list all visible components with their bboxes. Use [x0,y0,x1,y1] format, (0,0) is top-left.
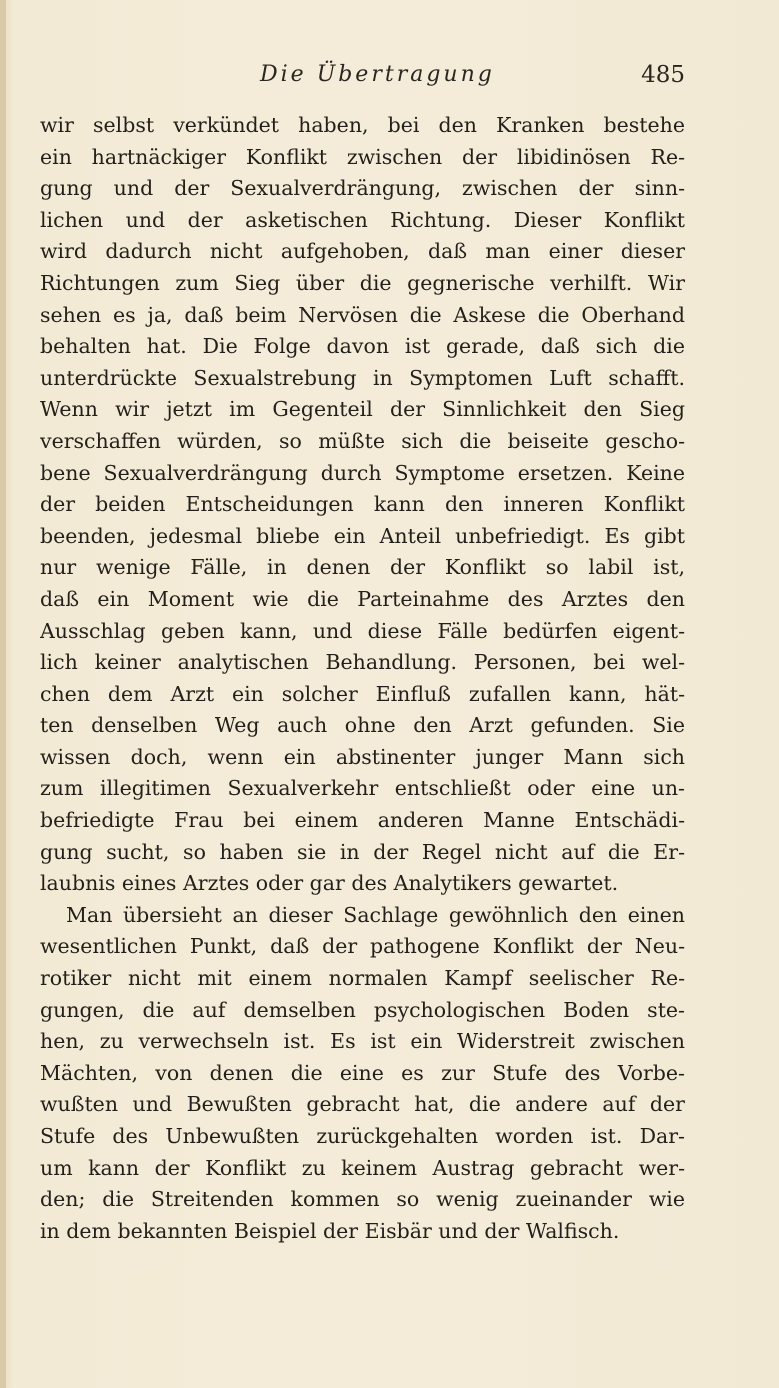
text-line: gung sucht, so haben sie in der Regel nicht auf die Er- [40,839,685,864]
page-header [40,62,685,102]
text-line: chen dem Arzt ein solcher Einfluß zufallen kann, hät- [40,681,685,706]
text-line: in dem bekannten Beispiel der Eisbär und der Walfisch. [40,1218,620,1243]
page-gutter-shadow [0,0,6,1388]
text-line: ten denselben Weg auch ohne den Arzt gefunden. Sie [40,713,685,738]
page-number: 485 [641,62,685,88]
text-line: sehen es ja, daß beim Nervösen die Askese die Oberhand [40,302,685,327]
text-line: laubnis eines Arztes oder gar des Analytikers gewartet. [40,871,619,896]
text-line: wußten und Bewußten gebracht hat, die andere auf der [40,1092,685,1117]
text-line: rotiker nicht mit einem normalen Kampf seelischer Re- [40,966,685,991]
text-line: Mächten, von denen die eine es zur Stufe des Vorbe- [40,1060,685,1085]
text-line: um kann der Konflikt zu keinem Austrag gebracht wer- [40,1155,685,1180]
body-text [40,110,685,1247]
running-title: Die Übertragung [260,62,495,87]
text-line: lichen und der asketischen Richtung. Dieser Konflikt [40,207,685,232]
text-line: wir selbst verkündet haben, bei den Kranken bestehe [40,113,685,137]
text-line: wird dadurch nicht aufgehoben, daß man einer dieser [40,239,685,264]
text-line-paragraph-start: Man übersieht an dieser Sachlage gewöhnlich den einen [66,902,685,927]
text-line: Richtungen zum Sieg über die gegnerische verhilft. Wir [40,270,685,295]
text-line: ein hartnäckiger Konflikt zwischen der libidinösen Re- [40,144,685,169]
text-line: nur wenige Fälle, in denen der Konflikt so labil ist, [40,555,685,580]
text-line: daß ein Moment wie die Parteinahme des Arztes den [40,586,685,611]
text-line: befriedigte Frau bei einem anderen Manne Entschädi- [40,808,685,833]
text-line: beenden, jedesmal bliebe ein Anteil unbefriedigt. Es gibt [40,523,685,548]
text-line: bene Sexualverdrängung durch Symptome ersetzen. Keine [40,460,685,485]
text-line: wissen doch, wenn ein abstinenter junger Mann sich [40,744,685,769]
text-line: Stufe des Unbewußten zurückgehalten worden ist. Dar- [40,1124,685,1148]
text-line: den; die Streitenden kommen so wenig zueinander wie [40,1187,685,1212]
text-line: Wenn wir jetzt im Gegenteil der Sinnlichkeit den Sieg [40,397,685,422]
text-line: hen, zu verwechseln ist. Es ist ein Widerstreit zwischen [40,1029,685,1054]
text-line: gung und der Sexualverdrängung, zwischen der sinn- [40,176,685,201]
text-line: lich keiner analytischen Behandlung. Personen, bei wel- [40,650,685,675]
text-line: gungen, die auf demselben psychologischen Boden ste- [40,997,685,1022]
text-line: der beiden Entscheidungen kann den inneren Konflikt [40,492,685,517]
text-line: verschaffen würden, so müßte sich die beiseite gescho- [40,428,685,453]
text-line: unterdrückte Sexualstrebung in Symptomen Luft schafft. [40,365,685,390]
text-line: behalten hat. Die Folge davon ist gerade, daß sich die [40,334,685,359]
text-line: wesentlichen Punkt, daß der pathogene Konflikt der Neu- [40,934,685,959]
text-line: Ausschlag geben kann, und diese Fälle bedürfen eigent- [40,618,685,643]
text-line: zum illegitimen Sexualverkehr entschließt oder eine un- [40,776,685,801]
